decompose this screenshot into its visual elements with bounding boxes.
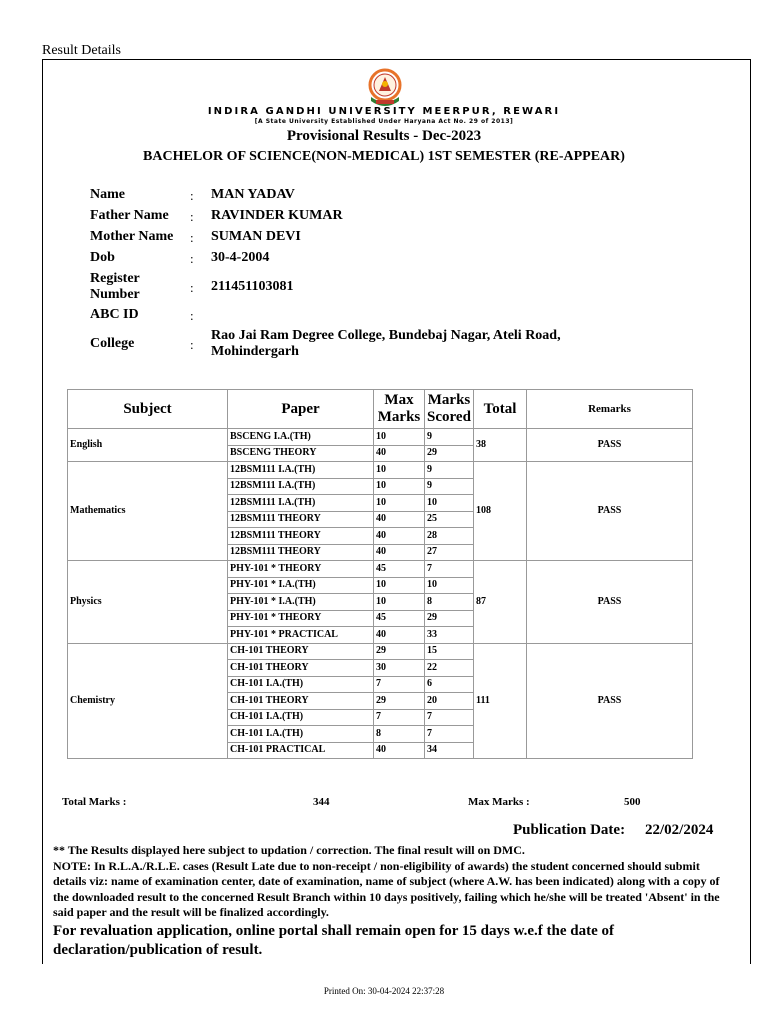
result-notes xyxy=(53,843,733,921)
max-marks-cell: 7 xyxy=(374,676,425,693)
max-marks-cell: 10 xyxy=(374,495,425,512)
marks-scored-header: Marks Scored xyxy=(425,390,474,429)
university-name: INDIRA GANDHI UNIVERSITY MEERPUR, REWARI xyxy=(207,106,561,117)
max-marks-cell: 10 xyxy=(374,429,425,446)
paper-header: Paper xyxy=(228,390,374,429)
paper-cell: 12BSM111 THEORY xyxy=(228,528,374,545)
revaluation-note: For revaluation application, online portal shall remain open for 15 days w.e.f the date of declaration/publication of result. xyxy=(53,923,614,958)
max-marks-cell: 10 xyxy=(374,462,425,479)
register-number-value: 211451103081 xyxy=(211,279,294,294)
remarks-cell: PASS xyxy=(527,561,693,644)
max-marks-cell: 45 xyxy=(374,561,425,578)
colon: : xyxy=(190,337,194,352)
college-value-line1: Rao Jai Ram Degree College, Bundebaj Nagar, Ateli Road, xyxy=(211,328,561,343)
total-marks-value: 344 xyxy=(313,796,330,808)
colon: : xyxy=(190,251,194,266)
paper-cell: CH-101 I.A.(TH) xyxy=(228,709,374,726)
subject-cell: Mathematics xyxy=(68,462,228,561)
max-marks-value: 500 xyxy=(624,796,641,808)
paper-cell: BSCENG THEORY xyxy=(228,445,374,462)
paper-cell: BSCENG I.A.(TH) xyxy=(228,429,374,446)
university-subtitle: [A State University Established Under Haryana Act No. 29 of 2013] xyxy=(254,118,514,125)
max-marks-cell: 40 xyxy=(374,544,425,561)
table-row xyxy=(68,462,693,479)
total-header: Total xyxy=(474,390,527,429)
marks-scored-cell: 8 xyxy=(425,594,474,611)
max-marks-cell: 10 xyxy=(374,594,425,611)
remarks-header: Remarks xyxy=(527,390,693,429)
marks-scored-cell: 7 xyxy=(425,709,474,726)
colon: : xyxy=(190,209,194,224)
document-title: Result Details xyxy=(42,43,121,58)
total-cell: 38 xyxy=(474,429,527,462)
marks-scored-cell: 10 xyxy=(425,495,474,512)
max-marks-cell: 29 xyxy=(374,643,425,660)
colon: : xyxy=(190,188,194,203)
marks-scored-cell: 27 xyxy=(425,544,474,561)
marks-scored-cell: 9 xyxy=(425,429,474,446)
paper-cell: 12BSM111 THEORY xyxy=(228,544,374,561)
max-marks-cell: 40 xyxy=(374,742,425,759)
colon: : xyxy=(190,280,194,295)
max-marks-header: Max Marks xyxy=(374,390,425,429)
marks-scored-cell: 33 xyxy=(425,627,474,644)
dob-value: 30-4-2004 xyxy=(211,250,270,265)
marks-scored-cell: 28 xyxy=(425,528,474,545)
max-marks-cell: 30 xyxy=(374,660,425,677)
paper-cell: CH-101 PRACTICAL xyxy=(228,742,374,759)
subject-header: Subject xyxy=(68,390,228,429)
father-name-value: RAVINDER KUMAR xyxy=(211,208,343,223)
total-cell: 108 xyxy=(474,462,527,561)
marks-table xyxy=(67,389,693,759)
marks-scored-cell: 9 xyxy=(425,462,474,479)
table-header-row xyxy=(68,390,693,429)
course-title: BACHELOR OF SCIENCE(NON-MEDICAL) 1ST SEMESTER (RE-APPEAR) xyxy=(143,149,625,164)
college-label: College xyxy=(90,336,135,351)
marks-scored-cell: 29 xyxy=(425,445,474,462)
paper-cell: 12BSM111 I.A.(TH) xyxy=(228,462,374,479)
name-label: Name xyxy=(90,187,125,202)
marks-scored-cell: 29 xyxy=(425,610,474,627)
paper-cell: PHY-101 * I.A.(TH) xyxy=(228,594,374,611)
marks-scored-cell: 34 xyxy=(425,742,474,759)
table-row xyxy=(68,561,693,578)
printed-on: Printed On: 30-04-2024 22:37:28 xyxy=(323,986,445,996)
max-marks-cell: 40 xyxy=(374,627,425,644)
college-value-line2: Mohindergarh xyxy=(211,344,299,359)
dob-label: Dob xyxy=(90,250,115,265)
father-name-label: Father Name xyxy=(90,208,169,223)
paper-cell: 12BSM111 I.A.(TH) xyxy=(228,478,374,495)
mother-name-value: SUMAN DEVI xyxy=(211,229,301,244)
publication-date-value: 22/02/2024 xyxy=(645,822,714,838)
paper-cell: CH-101 I.A.(TH) xyxy=(228,676,374,693)
remarks-cell: PASS xyxy=(527,429,693,462)
abc-id-label: ABC ID xyxy=(90,307,139,322)
paper-cell: CH-101 THEORY xyxy=(228,693,374,710)
note-updation: ** The Results displayed here subject to updation / correction. The final result will on DMC. xyxy=(53,843,525,857)
marks-scored-cell: 20 xyxy=(425,693,474,710)
note-rla-rle: NOTE: In R.L.A./R.L.E. cases (Result Late due to non-receipt / non-eligibility of awards) the student concerned should submit details viz: name of examination center, date of examination, name of subject (where A.W. has been indicated) along with a copy of the downloaded result to the concerned Result Branch within 10 days positively, failing which he/she will be treated 'Absent' in the said paper and the result will be finalized accordingly. xyxy=(53,858,720,920)
paper-cell: CH-101 THEORY xyxy=(228,643,374,660)
name-value: MAN YADAV xyxy=(211,187,295,202)
subject-cell: English xyxy=(68,429,228,462)
colon: : xyxy=(190,230,194,245)
total-cell: 111 xyxy=(474,643,527,759)
marks-scored-cell: 6 xyxy=(425,676,474,693)
colon: : xyxy=(190,308,194,323)
provisional-results-title: Provisional Results - Dec-2023 xyxy=(286,128,482,144)
marks-scored-cell: 7 xyxy=(425,561,474,578)
max-marks-cell: 10 xyxy=(374,478,425,495)
university-logo-icon xyxy=(365,67,405,109)
marks-scored-cell: 15 xyxy=(425,643,474,660)
marks-scored-cell: 9 xyxy=(425,478,474,495)
paper-cell: PHY-101 * PRACTICAL xyxy=(228,627,374,644)
paper-cell: CH-101 I.A.(TH) xyxy=(228,726,374,743)
paper-cell: 12BSM111 I.A.(TH) xyxy=(228,495,374,512)
paper-cell: PHY-101 * I.A.(TH) xyxy=(228,577,374,594)
total-marks-label: Total Marks : xyxy=(62,796,127,808)
max-marks-cell: 40 xyxy=(374,528,425,545)
max-marks-cell: 40 xyxy=(374,445,425,462)
max-marks-cell: 40 xyxy=(374,511,425,528)
total-cell: 87 xyxy=(474,561,527,644)
paper-cell: 12BSM111 THEORY xyxy=(228,511,374,528)
paper-cell: CH-101 THEORY xyxy=(228,660,374,677)
max-marks-label: Max Marks : xyxy=(468,796,530,808)
max-marks-cell: 7 xyxy=(374,709,425,726)
table-row xyxy=(68,429,693,446)
marks-scored-cell: 10 xyxy=(425,577,474,594)
max-marks-cell: 29 xyxy=(374,693,425,710)
marks-scored-cell: 22 xyxy=(425,660,474,677)
max-marks-cell: 10 xyxy=(374,577,425,594)
max-marks-cell: 8 xyxy=(374,726,425,743)
marks-scored-cell: 7 xyxy=(425,726,474,743)
paper-cell: PHY-101 * THEORY xyxy=(228,561,374,578)
paper-cell: PHY-101 * THEORY xyxy=(228,610,374,627)
subject-cell: Chemistry xyxy=(68,643,228,759)
mother-name-label: Mother Name xyxy=(90,229,174,244)
subject-cell: Physics xyxy=(68,561,228,644)
remarks-cell: PASS xyxy=(527,462,693,561)
marks-scored-cell: 25 xyxy=(425,511,474,528)
register-label-1: Register xyxy=(90,271,140,286)
max-marks-cell: 45 xyxy=(374,610,425,627)
publication-date-label: Publication Date: xyxy=(513,822,626,838)
table-row xyxy=(68,643,693,660)
remarks-cell: PASS xyxy=(527,643,693,759)
register-label-2: Number xyxy=(90,287,140,302)
